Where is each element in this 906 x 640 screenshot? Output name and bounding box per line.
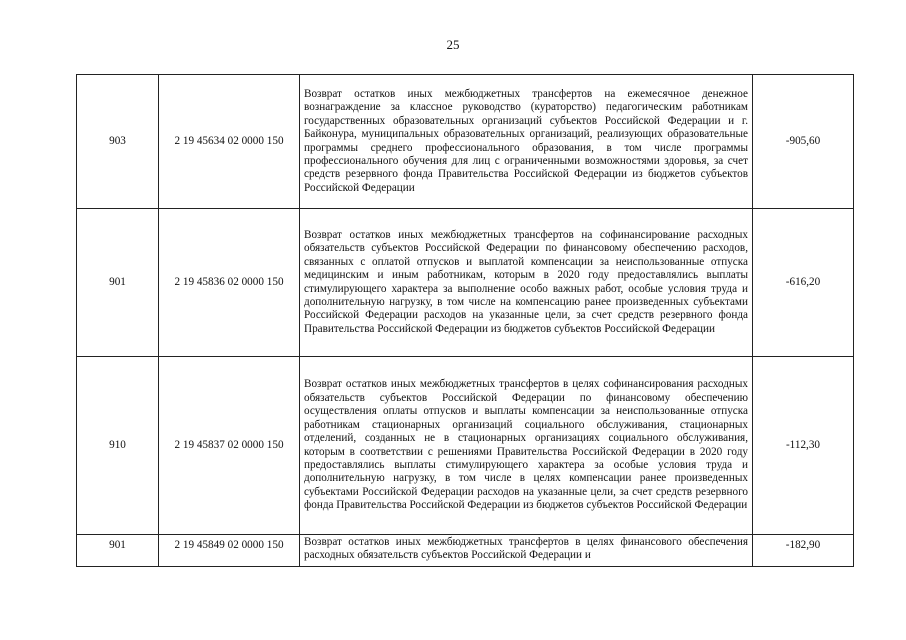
- revenue-name-cell: Возврат остатков иных межбюджетных трансфертов в целях финансового обеспечения расходных обязательств субъектов Российской Федерации и: [300, 535, 753, 567]
- amount-cell: -112,30: [753, 357, 854, 535]
- admin-code-cell: 901: [77, 209, 159, 357]
- table-row: [77, 75, 854, 209]
- admin-code-cell: 910: [77, 357, 159, 535]
- revenue-name-cell: Возврат остатков иных межбюджетных трансфертов на ежемесячное денежное вознаграждение за классное руководство (кураторство) педагогическим работникам государственных образовательных организаций субъектов Российской Федерации и г. Байконура, муниципальных образовательных организаций, реализующих образовательные программы среднего профессионального образования, в том числе программы профессионального обучения для лиц с ограниченными возможностями здоровья, за счет средств резервного фонда Правительства Российской Федерации из бюджетов субъектов Российской Федерации: [300, 75, 753, 209]
- budget-classification-code-cell: 2 19 45836 02 0000 150: [159, 209, 300, 357]
- budget-classification-code-cell: 2 19 45849 02 0000 150: [159, 535, 300, 567]
- amount-cell: -616,20: [753, 209, 854, 357]
- budget-table: [76, 74, 854, 567]
- revenue-name-cell: Возврат остатков иных межбюджетных трансфертов в целях софинансирования расходных обязательств субъектов Российской Федерации по финансовому обеспечению осуществления оплаты отпусков и выплаты компенсации за неиспользованные отпуска работникам стационарных организаций социального обслуживания, стационарных отделений, созданных не в стационарных организациях социального обслуживания, которым в соответствии с решениями Правительства Российской Федерации в 2020 году предоставлялись выплаты стимулирующего характера за особые условия труда и дополнительную нагрузку, в том числе в целях компенсации ранее произведенных субъектами Российской Федерации расходов на указанные цели, за счет средств резервного фонда Правительства Российской Федерации из бюджетов субъектов Российской Федерации: [300, 357, 753, 535]
- table-row: [77, 535, 854, 567]
- budget-classification-code-cell: 2 19 45837 02 0000 150: [159, 357, 300, 535]
- budget-classification-code-cell: 2 19 45634 02 0000 150: [159, 75, 300, 209]
- amount-cell: -182,90: [753, 535, 854, 567]
- table-row: [77, 209, 854, 357]
- admin-code-cell: 901: [77, 535, 159, 567]
- page-number: 25: [446, 37, 460, 52]
- amount-cell: -905,60: [753, 75, 854, 209]
- revenue-name-cell: Возврат остатков иных межбюджетных трансфертов на софинансирование расходных обязательств субъектов Российской Федерации по финансовому обеспечению расходов, связанных с оплатой отпусков и выплатой компенсации за неиспользованные отпуска медицинским и иным работникам, которым в 2020 году предоставлялись выплаты стимулирующего характера за выполнение особо важных работ, особые условия труда и дополнительную нагрузку, в том числе на компенсацию ранее произведенных субъектами Российской Федерации расходов на указанные цели, за счет средств резервного фонда Правительства Российской Федерации из бюджетов субъектов Российской Федерации: [300, 209, 753, 357]
- admin-code-cell: 903: [77, 75, 159, 209]
- table-row: [77, 357, 854, 535]
